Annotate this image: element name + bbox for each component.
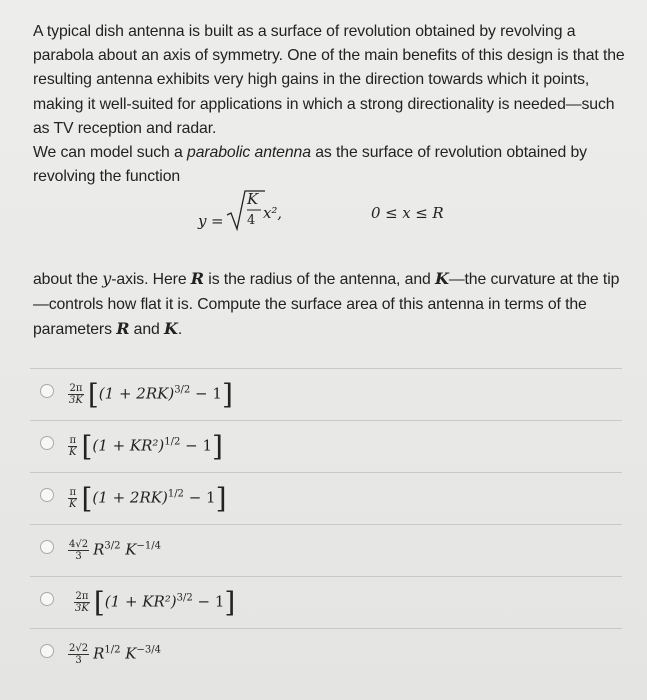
option-expression-6: $\frac{2√2}{3}$ $R^{1/2}$ $K^{-3/4}$ bbox=[69, 643, 161, 666]
answer-option-1[interactable] bbox=[30, 368, 622, 420]
answer-option-5[interactable] bbox=[30, 576, 622, 628]
option-expression-5: $\frac{2\pi}{3K}$ $[(1 + KR^2)^{3/2} - 1]$ bbox=[75, 586, 236, 619]
option-expression-1: $\frac{2\pi}{3K}$ $[(1 + 2RK)^{3/2} - 1]$ bbox=[69, 378, 233, 411]
radio-button-2[interactable] bbox=[40, 436, 54, 450]
question-paragraph-2: We can model such a parabolic antenna as the surface of revolution obtained by revolving the function bbox=[33, 144, 587, 186]
answer-option-4[interactable] bbox=[30, 524, 622, 576]
formula-denominator: 4 bbox=[247, 213, 256, 229]
formula-numerator: K bbox=[247, 190, 259, 209]
formula-x-squared: x², bbox=[263, 204, 282, 223]
parabolic-antenna-term: parabolic antenna bbox=[187, 144, 311, 162]
sqrt-icon bbox=[225, 189, 265, 233]
radio-button-3[interactable] bbox=[40, 488, 54, 502]
radio-button-4[interactable] bbox=[40, 540, 54, 554]
option-expression-2: $\frac{\pi}{K}$ $[(1 + KR^2)^{1/2} - 1]$ bbox=[69, 430, 223, 463]
function-formula bbox=[33, 189, 631, 267]
option-expression-4: $\frac{4√2}{3}$ $R^{3/2}$ $K^{-1/4}$ bbox=[69, 539, 161, 562]
question-paragraph-3: about the y-axis. Here R is the radius of the antenna, and K—the curvature at the tip—controls how flat it is. Compute the surface area of this antenna in terms of the parameters R and K. bbox=[33, 269, 620, 338]
option-expression-3: $\frac{\pi}{K}$ $[(1 + 2RK)^{1/2} - 1]$ bbox=[69, 482, 227, 515]
question-text bbox=[33, 20, 631, 342]
radio-button-5[interactable] bbox=[40, 592, 54, 606]
answer-options bbox=[30, 368, 622, 680]
question-paragraph-1: A typical dish antenna is built as a surface of revolution obtained by revolving a parabola about an axis of symmetry. One of the main benefits of this design is that the resulting antenna exhibits very high gains in the direction towards which it points, making it well-suited for applications in which a strong directionality is needed—such as TV reception and radar. bbox=[33, 23, 625, 137]
answer-option-6[interactable] bbox=[30, 628, 622, 680]
formula-domain: 0 ≤ x ≤ R bbox=[371, 204, 444, 223]
answer-option-2[interactable] bbox=[30, 420, 622, 472]
answer-option-3[interactable] bbox=[30, 472, 622, 524]
formula-lhs: y = bbox=[198, 212, 224, 231]
radio-button-1[interactable] bbox=[40, 384, 54, 398]
radio-button-6[interactable] bbox=[40, 644, 54, 658]
